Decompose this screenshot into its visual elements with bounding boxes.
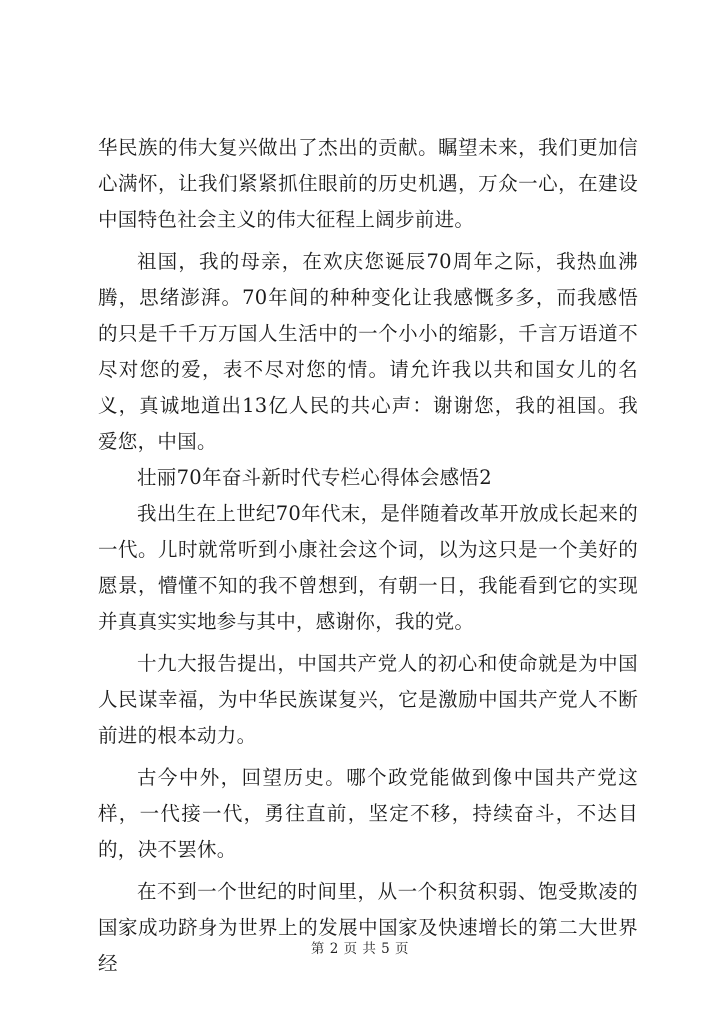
paragraph-continuation: 华民族的伟大复兴做出了杰出的贡献。瞩望未来，我们更加信心满怀，让我们紧紧抓住眼前的历史机遇，万众一心，在建设中国特色社会主义的伟大征程上阔步前进。 [98,136,638,231]
paragraph-century: 在不到一个世纪的时间里，从一个积贫积弱、饱受欺凌的国家成功跻身为世界上的发展中国家及快速增长的第二大世界经 [98,880,638,975]
paragraph-motherland: 祖国，我的母亲，在欢庆您诞辰70周年之际，我热血沸腾，思绪澎湃。70年间的种种变化让我感慨多多，而我感悟的只是千千万万国人生活中的一个小小的缩影，千言万语道不尽对您的爱，表不尽对您的情。请允许我以共和国女儿的名义，真诚地道出13亿人民的共心声：谢谢您，我的祖国。我爱您，中国。 [98,250,638,453]
section-heading: 壮丽70年奋斗新时代专栏心得体会感悟2 [137,466,492,489]
document-body [98,130,638,982]
paragraph-history: 古今中外，回望历史。哪个政党能做到像中国共产党这样，一代接一代，勇往直前，坚定不移，持续奋斗，不达目的，决不罢休。 [98,766,638,861]
page-number-footer: 第 2 页 共 5 页 [310,941,410,957]
paragraph-19th-congress: 十九大报告提出，中国共产党人的初心和使命就是为中国人民谋幸福，为中华民族谋复兴，它是激励中国共产党人不断前进的根本动力。 [98,652,638,747]
paragraph-born-70s: 我出生在上世纪70年代末，是伴随着改革开放成长起来的一代。儿时就常听到小康社会这个词，以为这只是一个美好的愿景，懵懂不知的我不曾想到，有朝一日，我能看到它的实现并真真实实地参与其中，感谢你，我的党。 [98,502,638,633]
